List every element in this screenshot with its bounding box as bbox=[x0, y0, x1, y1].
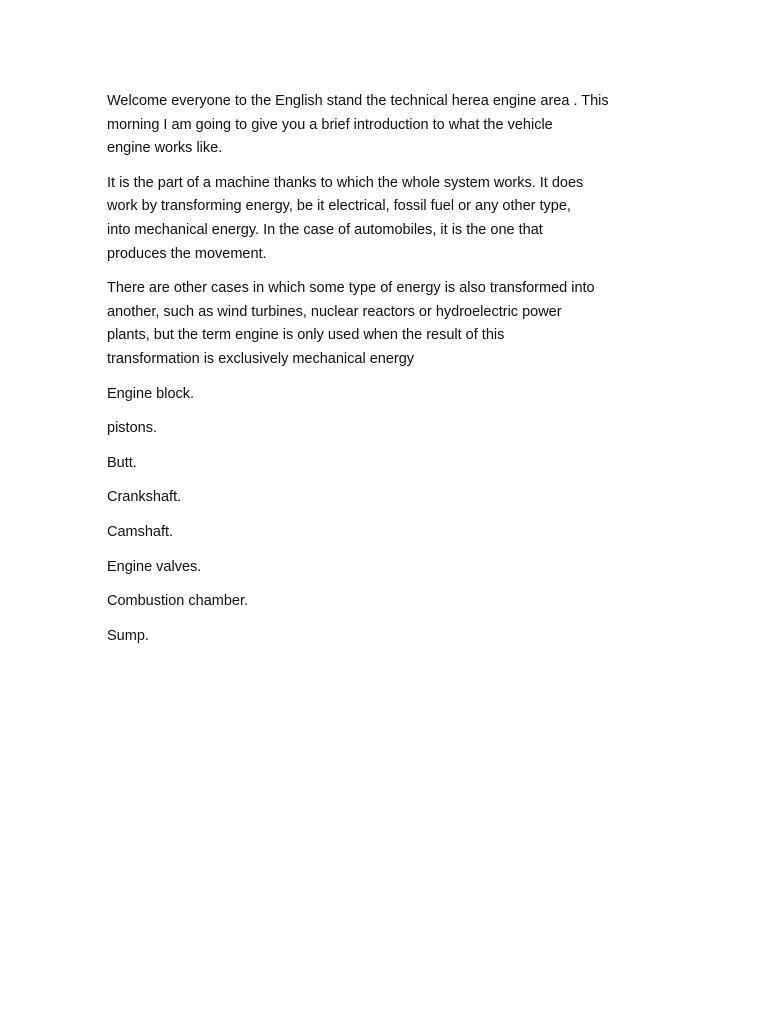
engine-part-item: Sump. bbox=[107, 627, 149, 644]
paragraph-line: engine works like. bbox=[107, 140, 223, 157]
paragraph-line: another, such as wind turbines, nuclear reactors or hydroelectric power bbox=[107, 303, 562, 320]
paragraph-line: Welcome everyone to the English stand the technical herea engine area . This bbox=[107, 93, 609, 109]
paragraph-line: transformation is exclusively mechanical energy bbox=[107, 350, 415, 367]
paragraph-line: produces the movement. bbox=[107, 245, 267, 262]
engine-part-item: Engine block. bbox=[107, 385, 195, 402]
paragraph-line: morning I am going to give you a brief introduction to what the vehicle bbox=[107, 116, 553, 133]
paragraph-line: It is the part of a machine thanks to which the whole system works. It does bbox=[107, 174, 584, 191]
engine-part-item: Camshaft. bbox=[107, 523, 174, 540]
paragraph-definition bbox=[107, 172, 667, 266]
paragraph-line: There are other cases in which some type of energy is also transformed into bbox=[107, 280, 595, 297]
engine-part-item: Butt. bbox=[107, 454, 137, 471]
engine-part-item: pistons. bbox=[107, 420, 157, 437]
paragraph-intro bbox=[107, 90, 667, 161]
document-body bbox=[107, 90, 667, 659]
engine-part-item: Crankshaft. bbox=[107, 489, 182, 506]
paragraph-line: work by transforming energy, be it electrical, fossil fuel or any other type, bbox=[107, 198, 571, 215]
paragraph-line: plants, but the term engine is only used when the result of this bbox=[107, 327, 505, 344]
engine-part-item: Combustion chamber. bbox=[107, 593, 249, 610]
paragraph-line: into mechanical energy. In the case of automobiles, it is the one that bbox=[107, 221, 543, 238]
paragraph-other-cases bbox=[107, 277, 667, 371]
engine-part-item: Engine valves. bbox=[107, 558, 202, 575]
